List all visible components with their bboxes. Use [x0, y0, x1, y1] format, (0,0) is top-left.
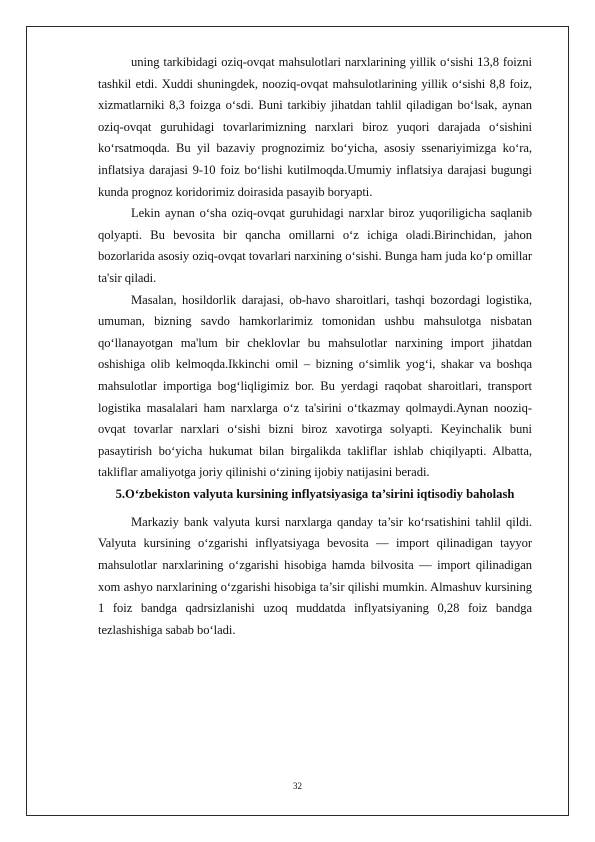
paragraph-factors: Masalan, hosildorlik darajasi, ob-havo sharoitlari, tashqi bozordagi logistika, umuman, bizning savdo hamkorlarimiz tomonidan ushbu mahsulotga nisbatan qo‘llanayotgan ma'lum bir cheklovlar bu mahsulotlar narxining import jihatdan oshishiga olib kelmoqda.Ikkinchi omil – bizning o‘simlik yog‘i, shakar va boshqa mahsulotlar importiga bog‘liqligimiz bor. Bu yerdagi raqobat sharoitlari, transport logistika masalalari ham narxlarga o‘z ta'sirini o‘tkazmay qolmaydi.Aynan nooziq-ovqat tovarlar narxlari o‘sishi bizni biroz xavotirga solyapti. Keyinchalik buni pasaytirish bo‘yicha hukumat bilan birgalikda takliflar ishlab chiqilyapti. Albatta, takliflar amaliyotga joriy qilinishi o‘zining ijobiy natijasini beradi.: [98, 292, 532, 480]
paragraph-food-prices: Lekin aynan o‘sha oziq-ovqat guruhidagi narxlar biroz yuqoriligicha saqlanib qolyapti. Bu bevosita bir qancha omillarni o‘z ichiga oladi.Birinchidan, jahon bozorlarida asosiy oziq-ovqat tovarlari narxining o‘sishi. Bunga ham juda ko‘p omillar ta'sir qiladi.: [98, 206, 532, 285]
section-heading: 5.O‘zbekiston valyuta kursining inflyatsiyasiga ta’sirini iqtisodiy baholash: [115, 486, 515, 501]
paragraph-inflation-structure: uning tarkibidagi oziq-ovqat mahsulotlari narxlarining yillik o‘sishi 13,8 foizni tashkil etdi. Xuddi shuningdek, nooziq-ovqat mahsulotlarining yillik o‘sishi 8,8 foiz, xizmatlarniki 8,3 foizga o‘sdi. Buni tarkibiy jihatdan tahlil qiladigan bo‘lsak, aynan oziq-ovqat guruhidagi tovarlarimizning narxlari biroz yuqori darajada o‘sishini ko‘rsatmoqda. Bu yil bazaviy prognozimiz bo‘yicha, asosiy ssenariyimizga ko‘ra, inflatsiya darajasi 9-10 foiz bo‘lishi kutilmoqda.Umumiy inflatsiya darajasi bugungi kunda prognoz koridorimiz doirasida pasayib boryapti.: [98, 55, 532, 199]
document-body: [98, 52, 532, 641]
page-number: 32: [293, 781, 302, 791]
paragraph-exchange-rate: Markaziy bank valyuta kursi narxlarga qanday ta’sir ko‘rsatishini tahlil qildi. Valyuta kursining o‘zgarishi inflyatsiyaga bevosita — import qilinadigan tayyor mahsulotlar narxlarining o‘zgarishi hisobiga hamda bilvosita — import qilinadigan xom ashyo narxlarining o‘zgarishi hisobiga ta’sir qilishi mumkin. Almashuv kursining 1 foiz bandga qadrsizlanishi uzoq muddatda inflyatsiyaning 0,28 foiz bandga tezlashishiga sabab bo‘ladi.: [98, 514, 532, 637]
